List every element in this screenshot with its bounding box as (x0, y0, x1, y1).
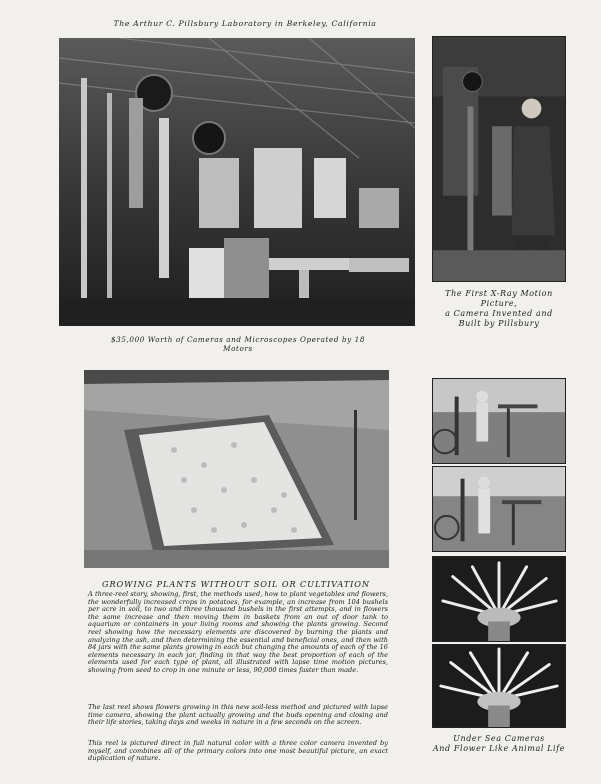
sea-anemone-photo-2 (432, 644, 566, 728)
undersea-camera-photo-1 (432, 378, 566, 464)
undersea-caption-line: Under Sea Cameras (453, 734, 545, 743)
xray-caption-line: a Camera Invented and (445, 309, 553, 318)
article-title: GROWING PLANTS WITHOUT SOIL OR CULTIVATION (102, 579, 370, 589)
laboratory-photo (59, 38, 415, 326)
laboratory-caption: $35,000 Worth of Cameras and Microscopes Operated by 18 Motors (111, 335, 365, 353)
article-paragraph: A three-reel story, showing, first, the methods used, how to plant vegetables and flowers, the wonderfully increased crops in potatoes, for example, an increase from 104 bushels per acre in soil, to two and three thousand bushels in the first attempts, and in flowers the same increase and then moving them in baskets from an out of door tank to aquarium or containers in your living rooms and showing the plants growing. Second reel showing how the necessary elements are discovered by burning the plants and analyzing the ash, and then determining the essential and beneficial ones, and then with 84 jars with the same plants growing in each but changing the amounts of each of the 16 elements necessary in each jar, finding in that way the best proportion of each of the elements used for each type of plant, all illustrated with lapse time motion pictures, showing from seed to crop in one minute or less, 90,000 times faster than made. (88, 590, 388, 674)
sea-anemone-photo-1 (432, 556, 566, 642)
xray-caption-line: The First X-Ray Motion Picture, (445, 289, 553, 308)
xray-caption-line: Built by Pillsbury (458, 319, 540, 328)
undersea-caption (432, 734, 566, 754)
article-paragraph: The last reel shows flowers growing in this new soil-less method and pictured with lapse time camera, showing the plant actually growing and the buds opening and closing and their life stories, taking days and weeks in nature in a few seconds on the screen. (88, 703, 388, 727)
garden-bed-photo (84, 370, 389, 568)
xray-camera-photo (432, 36, 566, 282)
undersea-camera-photo-2 (432, 466, 566, 552)
undersea-caption-line: And Flower Like Animal Life (432, 744, 566, 753)
article-paragraph: This reel is pictured direct in full natural color with a three color camera invented by myself, and combines all of the primary colors into one most beautiful picture, an exact duplication of nature. (88, 739, 388, 763)
page-title: The Arthur C. Pillsbury Laboratory in Berkeley, California (113, 19, 377, 28)
xray-caption (432, 289, 566, 329)
